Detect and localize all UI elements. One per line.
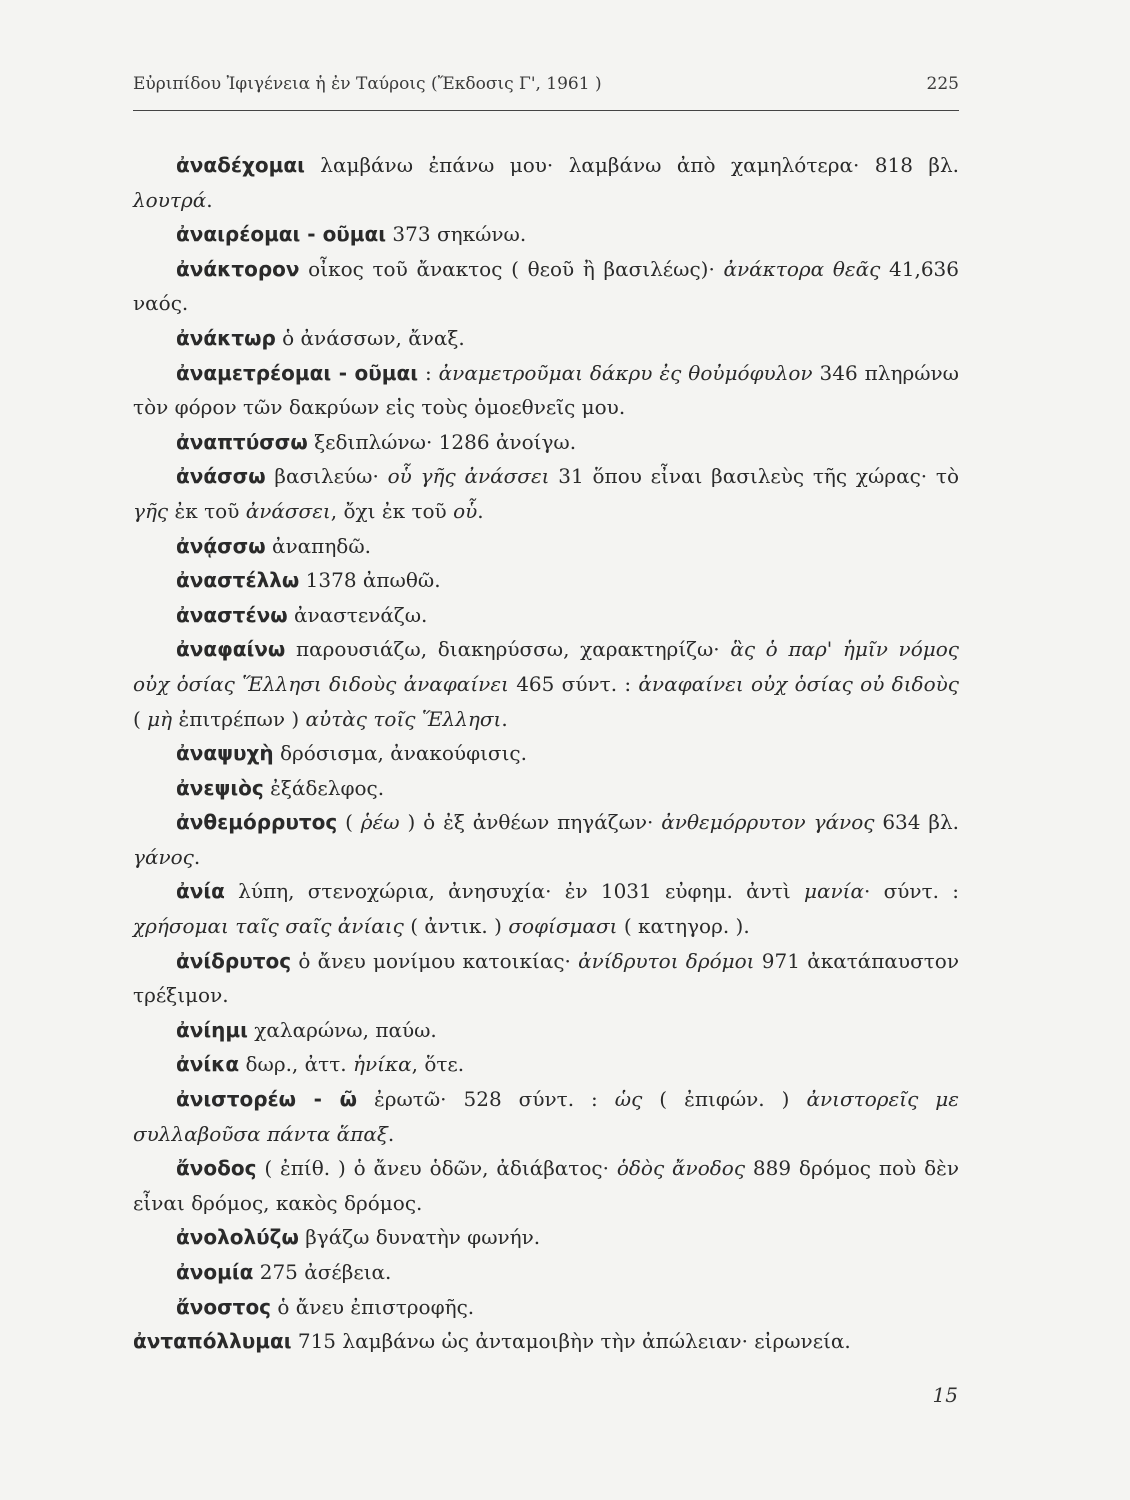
entry-definition: ὁ ἄνευ μονίμου κατοικίας· xyxy=(291,948,579,973)
entry-definition: ( κατηγορ. ). xyxy=(617,914,750,939)
glossary-entry xyxy=(133,805,959,874)
entry-lemma: ἀνολολύζω xyxy=(176,1225,299,1250)
entry-definition: ἐκ τοῦ xyxy=(168,498,246,523)
glossary-entry xyxy=(133,1013,959,1048)
entry-citation: ἡνίκα xyxy=(353,1052,412,1077)
entry-definition: 373 σηκώνω. xyxy=(386,222,527,247)
entry-lemma: ἀνθεμόρρυτος xyxy=(176,810,338,835)
entry-definition: 31 ὅπου εἶναι βασιλεὺς τῆς χώρας· τὸ xyxy=(549,464,960,489)
entry-citation: ἀναφαίνει οὐχ ὁσίας οὐ διδοὺς xyxy=(638,671,959,696)
entry-definition: . xyxy=(193,844,201,869)
glossary-entry xyxy=(133,321,959,356)
entry-definition: οἶκος τοῦ ἄνακτος ( θεοῦ ἢ βασιλέως)· xyxy=(299,256,724,281)
glossary-entry xyxy=(133,1220,959,1255)
signature-mark: 15 xyxy=(932,1383,958,1407)
entry-definition: 634 βλ. xyxy=(874,810,959,835)
entry-lemma: ἀνεψιὸς xyxy=(176,775,264,800)
entry-lemma: ἀνάσσω xyxy=(176,464,266,489)
entry-definition: ( xyxy=(133,706,148,731)
entry-definition: 1378 ἀπωθῶ. xyxy=(299,568,441,593)
entry-definition: , ὄχι ἐκ τοῦ xyxy=(330,498,454,523)
entry-definition: παρουσιάζω, διακηρύσσω, χαρακτηρίζω· xyxy=(285,637,731,662)
entry-citation: ἃς ὁ παρ' ἡμῖν νόμος οὐχ ὁσίας Ἕλλησι διδοὺς ἀναφαίνει xyxy=(133,637,959,696)
entry-definition: ὁ ἄνευ ἐπιστροφῆς. xyxy=(271,1294,475,1319)
glossary-entry xyxy=(133,1255,959,1290)
entry-citation: οὗ γῆς ἀνάσσει xyxy=(387,464,550,489)
entry-definition: ) ὁ ἐξ ἀνθέων πηγάζων· xyxy=(399,810,662,835)
entry-lemma: ἀναμετρέομαι - οῦμαι xyxy=(176,360,419,385)
glossary-entry xyxy=(133,252,959,321)
entry-definition: ( ἐπιφών. ) xyxy=(642,1087,807,1112)
entry-lemma: ἀνίημι xyxy=(176,1017,248,1042)
entry-citation: οὗ xyxy=(453,498,478,523)
glossary-entry xyxy=(133,874,959,943)
entry-definition: λύπη, στενοχώρια, ἀνησυχία· ἐν 1031 εὐφημ. ἀντὶ xyxy=(224,879,804,904)
entry-definition: ἐπιτρέπων ) xyxy=(172,706,306,731)
glossary-entry xyxy=(133,1324,959,1359)
entry-definition: βγάζω δυνατὴν φωνήν. xyxy=(298,1225,541,1250)
entry-definition: : xyxy=(418,360,439,385)
glossary-entry xyxy=(133,563,959,598)
glossary-entry xyxy=(133,356,959,425)
glossary-entry xyxy=(133,632,959,736)
entry-lemma: ἀνίδρυτος xyxy=(176,948,292,973)
entry-lemma: ἀνάκτορον xyxy=(176,256,300,281)
entry-lemma: ἀναστένω xyxy=(176,602,288,627)
entry-lemma: ἀναψυχὴ xyxy=(176,741,274,766)
entry-definition: . xyxy=(477,498,484,523)
glossary-entry xyxy=(133,1151,959,1220)
entry-lemma: ἀναφαίνω xyxy=(176,637,286,662)
entry-definition: δρόσισμα, ἀνακούφισις. xyxy=(273,741,527,766)
entry-citation: αὐτὰς τοῖς Ἕλλησι xyxy=(305,706,502,731)
entry-citation: ὡς xyxy=(614,1087,643,1112)
entry-lemma: ἄνοδος xyxy=(176,1156,257,1181)
glossary-entry xyxy=(133,148,959,217)
header-title: Εὐριπίδου Ἰφιγένεια ἡ ἐν Ταύροις (Ἔκδοσις Γ', 1961 ) xyxy=(133,74,602,94)
entry-lemma: ἀνίκα xyxy=(176,1052,240,1077)
entry-definition: ξεδιπλώνω· 1286 ἀνοίγω. xyxy=(307,429,577,454)
entry-definition: 275 ἀσέβεια. xyxy=(253,1260,392,1284)
glossary-entry xyxy=(133,771,959,806)
entry-definition: 346 πληρώνω τὸν φόρον τῶν δακρύων εἰς τοὺς ὁμοεθνεῖς μου. xyxy=(133,360,959,420)
entry-citation: ἀνίδρυτοι δρόμοι xyxy=(578,948,755,973)
entry-citation: γάνος xyxy=(133,844,194,869)
entry-citation: ἀνθεμόρρυτον γάνος xyxy=(661,810,875,835)
entry-definition: χαλαρώνω, παύω. xyxy=(247,1017,437,1042)
glossary-entry xyxy=(133,529,959,564)
page-number: 225 xyxy=(926,74,959,94)
entry-definition: . xyxy=(387,1121,395,1146)
entry-citation: σοφίσμασι xyxy=(508,914,618,939)
entry-citation: γῆς xyxy=(133,498,169,523)
entry-citation: ῥέω xyxy=(360,810,400,835)
entry-definition: · σύντ. : xyxy=(863,879,959,904)
entry-lemma: ἀνιστορέω - ῶ xyxy=(176,1087,357,1112)
entry-lemma: ἀναπτύσσω xyxy=(176,429,308,454)
entry-definition: βασιλεύω· xyxy=(265,464,388,489)
entry-definition: 465 σύντ. : xyxy=(508,671,639,696)
entry-definition: ἀναπηδῶ. xyxy=(265,533,372,558)
glossary-entry xyxy=(133,1047,959,1082)
entry-citation: ἀναμετροῦμαι δάκρυ ἐς θοὐμόφυλον xyxy=(438,360,813,385)
entry-citation: μανία xyxy=(803,879,864,904)
entry-definition: 41,636 ναός. xyxy=(133,256,959,316)
entry-definition: λαμβάνω ἐπάνω μου· λαμβάνω ἀπὸ χαμηλότερα· 818 βλ. xyxy=(304,153,959,177)
entry-definition: ( ἐπίθ. ) ὁ ἄνευ ὁδῶν, ἀδιάβατος· xyxy=(256,1156,617,1181)
glossary-entry xyxy=(133,944,959,1013)
entry-definition: , ὅτε. xyxy=(411,1052,465,1077)
running-head xyxy=(133,74,959,94)
entry-definition: ( xyxy=(337,810,361,835)
entry-definition: ἐξάδελφος. xyxy=(263,775,385,800)
entry-citation: ἀνάκτορα θεᾶς xyxy=(723,256,881,281)
entry-lemma: ἀνταπόλλυμαι xyxy=(133,1329,292,1354)
entry-citation: ὁδὸς ἄνοδος xyxy=(616,1156,746,1181)
entry-definition: 715 λαμβάνω ὡς ἀνταμοιβὴν τὴν ἀπώλειαν· εἰρωνεία. xyxy=(291,1329,851,1354)
entry-definition: ὁ ἀνάσσων, ἄναξ. xyxy=(275,325,465,350)
entry-definition: . xyxy=(206,187,213,212)
glossary-entry xyxy=(133,459,959,528)
entry-definition: ( ἀντικ. ) xyxy=(403,914,509,939)
entry-lemma: ἀναιρέομαι - οῦμαι xyxy=(176,222,387,247)
glossary-entry xyxy=(133,425,959,460)
entry-citation: λουτρά xyxy=(133,187,207,212)
glossary-entry xyxy=(133,1082,959,1151)
entry-definition: 971 ἀκατάπαυστον τρέξιμον. xyxy=(133,948,960,1008)
entry-lemma: ἀναστέλλω xyxy=(176,568,300,593)
entry-citation: ἀνάσσει xyxy=(245,498,331,523)
entry-citation: χρήσομαι ταῖς σαῖς ἀνίαις xyxy=(133,914,404,939)
glossary-entry xyxy=(133,736,959,771)
entry-definition: ἀναστενάζω. xyxy=(287,602,428,627)
entry-definition: 889 δρόμος ποὺ δὲν εἶναι δρόμος, κακὸς δρόμος. xyxy=(133,1156,960,1215)
header-rule xyxy=(133,110,959,111)
entry-definition: ἐρωτῶ· 528 σύντ. : xyxy=(356,1087,615,1112)
entry-definition: . xyxy=(501,706,508,731)
entry-lemma: ἄνοστος xyxy=(176,1294,272,1319)
entry-lemma: ἀναδέχομαι xyxy=(176,153,305,177)
glossary-entry xyxy=(133,217,959,252)
entry-lemma: ἀνάκτωρ xyxy=(176,325,276,350)
entry-lemma: ἀνομία xyxy=(176,1260,254,1284)
glossary-entries xyxy=(133,148,959,1359)
entry-lemma: ἀνία xyxy=(176,879,225,904)
entry-citation: μὴ xyxy=(147,706,173,731)
entry-citation: ἀνιστορεῖς με συλλαβοῦσα πάντα ἅπαξ xyxy=(133,1087,959,1146)
entry-lemma: ἀνᾴσσω xyxy=(176,533,266,558)
entry-definition: δωρ., ἀττ. xyxy=(239,1052,353,1077)
glossary-entry xyxy=(133,598,959,633)
glossary-entry xyxy=(133,1290,959,1325)
